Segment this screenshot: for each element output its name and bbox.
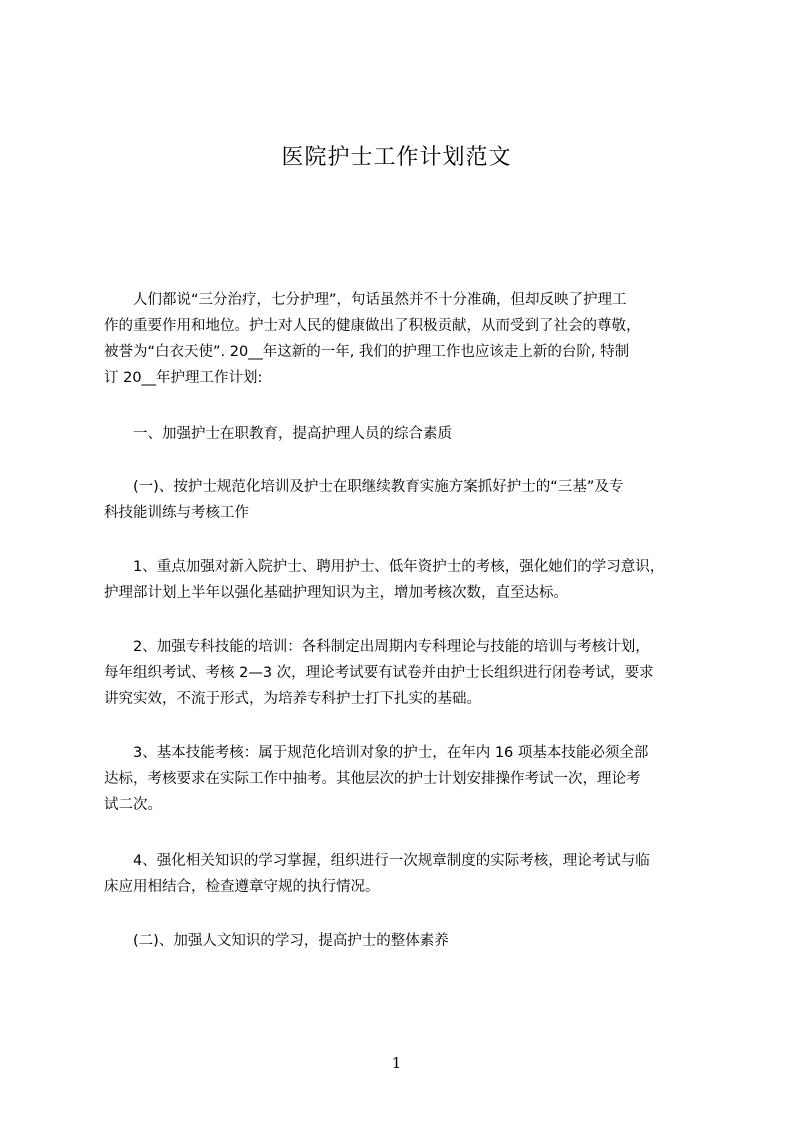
text-line: (二)、加强人文知识的学习，提高护士的整体素养: [104, 933, 449, 949]
text-line: 每年组织考试、考核 2—3 次，理论考试要有试卷并由护士长组织进行闭卷考试，要求: [104, 665, 654, 681]
text-line: 达标，考核要求在实际工作中抽考。其他层次的护士计划安排操作考试一次，理论考: [104, 771, 641, 787]
document-title: 医院护士工作计划范文: [281, 145, 512, 170]
text-line: 作的重要作用和地位。护士对人民的健康做出了积极贡献，从而受到了社会的尊敬，: [104, 318, 641, 334]
text-line: 一、加强护士在职教育，提高护理人员的综合素质: [104, 426, 452, 442]
text-line: 被誉为“白衣天使”. 20__年这新的一年, 我们的护理工作也应该走上新的台阶, 特制: [104, 344, 630, 360]
text-line: (一)、按护士规范化培训及护士在职继续教育实施方案抓好护士的“三基”及专: [104, 479, 624, 495]
page-number: 1: [391, 1054, 402, 1072]
text-line: 讲究实效，不流于形式，为培养专科护士打下扎实的基础。: [104, 691, 481, 707]
subsection-heading: [104, 474, 714, 526]
list-item: [104, 848, 714, 900]
text-line: 订 20__年护理工作计划:: [104, 370, 263, 386]
list-item: [104, 740, 714, 818]
text-line: 人们都说“三分治疗，七分护理”，句话虽然并不十分准确，但却反映了护理工: [104, 292, 627, 308]
text-line: 科技能训练与考核工作: [104, 505, 249, 521]
text-line: 2、加强专科技能的培训：各科制定出周期内专科理论与技能的培训与考核计划，: [104, 639, 650, 655]
text-line: 试二次。: [104, 797, 162, 813]
list-item: [104, 554, 714, 606]
text-line: 护理部计划上半年以强化基础护理知识为主，增加考核次数，直至达标。: [104, 585, 568, 601]
text-line: 床应用相结合，检查遵章守规的执行情况。: [104, 879, 380, 895]
subsection-heading: [104, 928, 714, 954]
text-line: 1、重点加强对新入院护士、聘用护士、低年资护士的考核，强化她们的学习意识，: [104, 559, 665, 575]
list-item: [104, 634, 714, 712]
text-line: 3、基本技能考核：属于规范化培训对象的护士，在年内 16 项基本技能必须全部: [104, 745, 649, 761]
section-heading: [104, 421, 714, 447]
intro-paragraph: [104, 287, 714, 391]
text-line: 4、强化相关知识的学习掌握，组织进行一次规章制度的实际考核，理论考试与临: [104, 853, 650, 869]
